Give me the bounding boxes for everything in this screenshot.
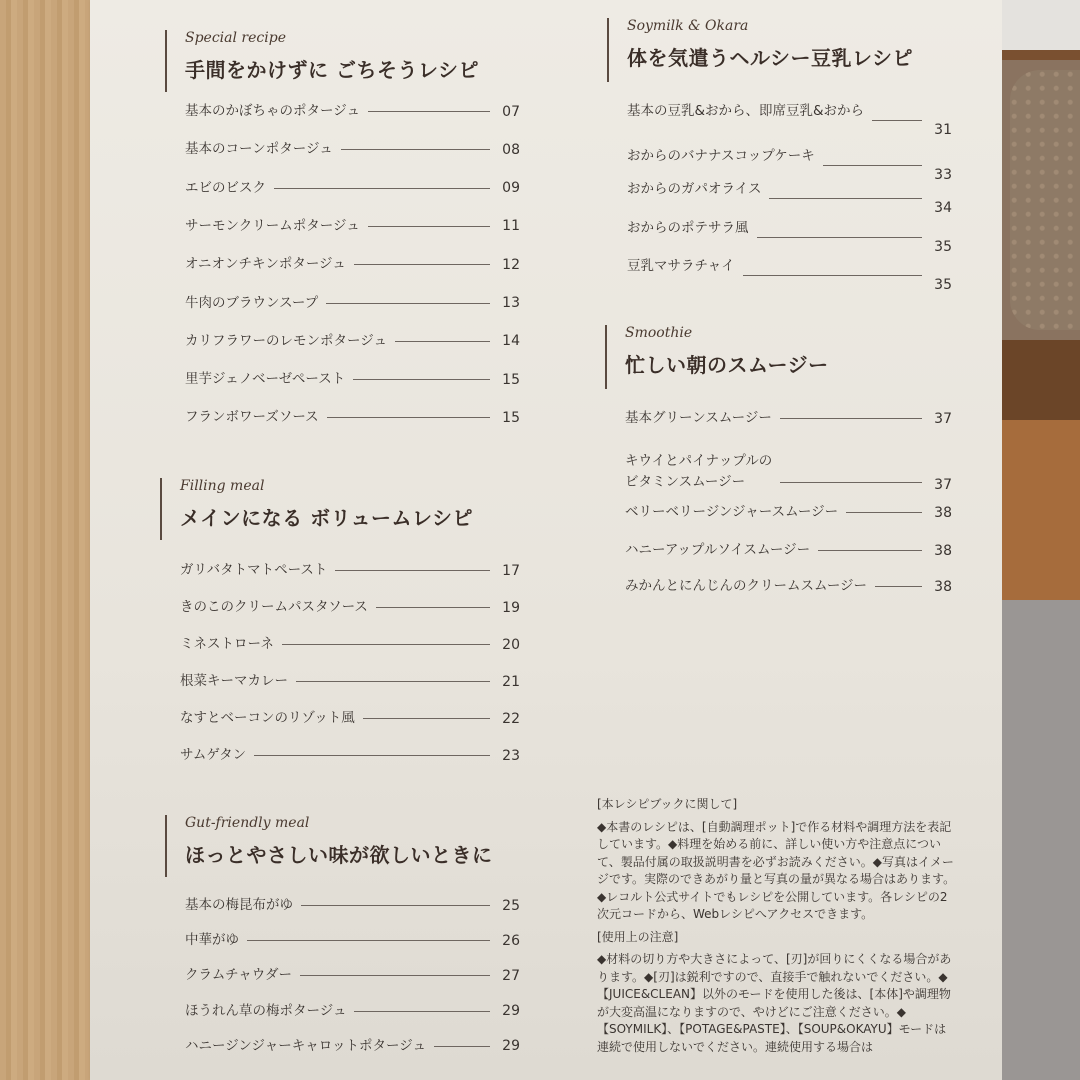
leader-line bbox=[823, 165, 922, 166]
toc-entry-page: 38 bbox=[934, 542, 952, 559]
toc-entry bbox=[180, 560, 520, 581]
toc-entry-title: サーモンクリームポタージュ bbox=[185, 217, 360, 234]
toc-entry bbox=[185, 930, 520, 951]
toc-entry bbox=[185, 965, 520, 986]
toc-entry bbox=[180, 745, 520, 766]
toc-entry-title: クラムチャウダー bbox=[185, 967, 293, 984]
toc-entry-title: ハニーアップルソイスムージー bbox=[625, 542, 811, 558]
toc-entry-page: 33 bbox=[934, 166, 952, 183]
toc-entry-title: おからのポテサラ風 bbox=[627, 220, 749, 236]
toc-entry-title: フランボワーズソース bbox=[185, 409, 319, 426]
toc-entry bbox=[625, 502, 952, 523]
toc-entry bbox=[180, 634, 520, 655]
toc-entry-page: 25 bbox=[502, 897, 520, 914]
toc-entry-page: 35 bbox=[934, 276, 952, 293]
leader-line bbox=[872, 120, 922, 121]
toc-entry bbox=[625, 451, 952, 493]
toc-entry bbox=[185, 331, 520, 352]
notes-about-text: ◆本書のレシピは、[自動調理ポット]で作る材料や調理方法を表記しています。◆料理を始める前に、詳しい使い方や注意点について、製品付属の取扱説明書を必ずお読みください。◆写真はイメージです。実際のできあがり量と写真の量が異なる場合はあります。◆レコルト公式サイトでもレシピを公開しています。各レシピの2次元コードから、Webレシピへアクセスできます。 bbox=[597, 819, 956, 921]
toc-entry-title: 根菜キーマカレー bbox=[180, 673, 288, 689]
toc-entry-page: 26 bbox=[502, 932, 520, 949]
toc-entry-title: 里芋ジェノベーゼペースト bbox=[185, 371, 346, 388]
leader-line bbox=[354, 1011, 490, 1012]
toc-entry bbox=[185, 407, 520, 428]
toc-entry-page: 13 bbox=[502, 295, 520, 311]
leader-line bbox=[368, 226, 490, 227]
notes-about-title: [本レシピブックに関して] bbox=[597, 797, 738, 811]
toc-entry-page: 31 bbox=[934, 121, 952, 138]
toc-entry-title: 基本のかぼちゃのポタージュ bbox=[185, 103, 360, 119]
toc-entry-page: 09 bbox=[502, 180, 520, 197]
section-divider-bar bbox=[165, 815, 167, 877]
section-english-title: Filling meal bbox=[180, 478, 265, 494]
toc-entry-title: ハニージンジャーキャロットポタージュ bbox=[185, 1037, 426, 1054]
toc-entry-page: 35 bbox=[934, 238, 952, 255]
leader-line bbox=[282, 644, 490, 645]
leader-line bbox=[300, 975, 490, 976]
toc-entry-page: 15 bbox=[502, 409, 520, 426]
toc-entry-title: きのこのクリームパスタソース bbox=[180, 599, 368, 615]
leader-line bbox=[769, 198, 922, 199]
leader-line bbox=[301, 905, 490, 906]
leader-line bbox=[274, 188, 490, 189]
toc-entry-title: キウイとパイナップルの ビタミンスムージー bbox=[625, 453, 773, 490]
section-divider-bar bbox=[605, 325, 607, 389]
toc-entry-page: 20 bbox=[502, 636, 520, 653]
toc-entry-title: オニオンチキンポタージュ bbox=[185, 256, 346, 273]
leader-line bbox=[846, 512, 922, 513]
toc-entry-title: 基本のコーンポタージュ bbox=[185, 141, 333, 158]
section-english-title: Special recipe bbox=[185, 30, 286, 46]
bread-slice bbox=[1010, 70, 1080, 330]
leader-line bbox=[326, 303, 490, 304]
leader-line bbox=[247, 940, 490, 941]
bread-photo-page-edge bbox=[1002, 0, 1080, 1080]
toc-entry bbox=[627, 218, 952, 255]
toc-entry-title: おからのガパオライス bbox=[627, 181, 762, 197]
leader-line bbox=[368, 111, 490, 112]
toc-entry-page: 11 bbox=[502, 218, 520, 235]
toc-entry bbox=[180, 597, 520, 618]
toc-entry bbox=[185, 369, 520, 390]
toc-entry-title: なすとベーコンのリゾット風 bbox=[180, 710, 355, 726]
toc-entry bbox=[627, 101, 952, 138]
toc-entry-page: 27 bbox=[502, 967, 520, 984]
toc-entry-page: 17 bbox=[502, 562, 520, 579]
toc-entry-title: ベリーベリージンジャースムージー bbox=[625, 504, 839, 520]
toc-entry bbox=[180, 708, 520, 729]
toc-entry-page: 22 bbox=[502, 710, 520, 727]
toc-entry-title: 基本の梅昆布がゆ bbox=[185, 897, 293, 913]
leader-line bbox=[254, 755, 490, 756]
toc-entry-page: 07 bbox=[502, 103, 520, 120]
leader-line bbox=[363, 718, 490, 719]
leader-line bbox=[353, 379, 490, 380]
toc-entry-title: ほうれん草の梅ポタージュ bbox=[185, 1002, 347, 1019]
toc-entry-title: エビのビスク bbox=[185, 179, 266, 196]
toc-entry-title: ガリバタトマトペースト bbox=[180, 562, 328, 578]
toc-entry bbox=[185, 254, 520, 275]
toc-entry-page: 08 bbox=[502, 141, 520, 158]
section-english-title: Gut-friendly meal bbox=[185, 815, 310, 831]
toc-entry bbox=[627, 256, 952, 293]
leader-line bbox=[341, 149, 490, 150]
toc-entry bbox=[185, 895, 520, 916]
toc-entry-title: ミネストローネ bbox=[180, 636, 274, 652]
notes-block bbox=[597, 796, 957, 1061]
section-heading: 体を気遣うヘルシー豆乳レシピ bbox=[627, 46, 913, 70]
toc-entry bbox=[185, 139, 520, 160]
section-divider-bar bbox=[165, 30, 167, 92]
toc-entry-title: みかんとにんじんのクリームスムージー bbox=[625, 578, 868, 594]
toc-entry bbox=[180, 671, 520, 692]
toc-entry bbox=[185, 216, 520, 237]
toc-entry-page: 37 bbox=[934, 410, 952, 427]
section-heading: 忙しい朝のスムージー bbox=[625, 353, 829, 377]
toc-entry-page: 37 bbox=[934, 477, 952, 493]
leader-line bbox=[875, 586, 922, 587]
toc-entry bbox=[627, 179, 952, 216]
leader-line bbox=[376, 607, 490, 608]
toc-entry-page: 21 bbox=[502, 673, 520, 690]
toc-entry-title: 基本グリーンスムージー bbox=[625, 410, 772, 426]
section-divider-bar bbox=[607, 18, 609, 82]
toc-entry-page: 14 bbox=[502, 333, 520, 350]
toc-entry bbox=[625, 576, 952, 597]
toc-entry-title: 基本の豆乳&おから、即席豆乳&おから bbox=[627, 103, 865, 119]
leader-line bbox=[743, 275, 922, 276]
section-heading: 手間をかけずに ごちそうレシピ bbox=[185, 58, 479, 82]
toc-entry-page: 23 bbox=[502, 747, 520, 764]
toc-entry bbox=[185, 1036, 520, 1057]
toc-entry-title: おからのバナナスコップケーキ bbox=[627, 148, 815, 164]
toc-entry-title: 中華がゆ bbox=[185, 932, 239, 949]
notes-caution-title: [使用上の注意] bbox=[597, 929, 679, 944]
toc-entry-page: 29 bbox=[502, 1003, 520, 1020]
toc-entry-title: サムゲタン bbox=[180, 747, 247, 763]
section-heading: ほっとやさしい味が欲しいときに bbox=[185, 843, 493, 867]
section-heading: メインになる ボリュームレシピ bbox=[180, 506, 473, 530]
section-english-title: Soymilk & Okara bbox=[627, 18, 749, 34]
leader-line bbox=[780, 418, 922, 419]
toc-entry-page: 12 bbox=[502, 256, 520, 273]
leader-line bbox=[296, 681, 490, 682]
section-divider-bar bbox=[160, 478, 162, 540]
toc-entry bbox=[625, 408, 952, 429]
toc-entry bbox=[625, 540, 952, 561]
wood-table-background bbox=[0, 0, 92, 1080]
toc-entry-page: 29 bbox=[502, 1038, 520, 1055]
leader-line bbox=[757, 237, 923, 238]
toc-entry bbox=[185, 1001, 520, 1022]
toc-entry-page: 34 bbox=[934, 199, 952, 216]
toc-entry bbox=[185, 293, 520, 314]
toc-entry-page: 15 bbox=[502, 371, 520, 388]
leader-line bbox=[354, 264, 490, 265]
leader-line bbox=[335, 570, 490, 571]
toc-entry bbox=[185, 178, 520, 199]
toc-entry-page: 19 bbox=[502, 599, 520, 616]
toc-entry bbox=[185, 101, 520, 122]
leader-line bbox=[818, 550, 922, 551]
leader-line bbox=[327, 417, 490, 418]
toc-entry-title: カリフラワーのレモンポタージュ bbox=[185, 332, 387, 349]
section-english-title: Smoothie bbox=[625, 325, 693, 341]
notes-caution-text: ◆材料の切り方や大きさによって、[刃]が回りにくくなる場合があります。◆[刃]は鋭利ですので、直接手で触れないでください。◆【JUICE&CLEAN】以外のモードを使用した後は、[本体]や調理物が大変高温になりますので、やけどにご注意ください。◆【SOYMILK】、【POTAGE&PASTE】、【SOUP&OKAYU】モードは連続で使用しないでください。連続使用する場合は bbox=[597, 952, 952, 1054]
leader-line bbox=[395, 341, 490, 342]
leader-line bbox=[780, 482, 922, 483]
toc-entry-page: 38 bbox=[934, 504, 952, 521]
toc-entry-title: 牛肉のブラウンスープ bbox=[185, 294, 319, 311]
toc-entry-page: 38 bbox=[934, 578, 952, 595]
toc-entry bbox=[627, 146, 952, 183]
leader-line bbox=[434, 1046, 490, 1047]
toc-entry-title: 豆乳マサラチャイ bbox=[627, 258, 735, 274]
